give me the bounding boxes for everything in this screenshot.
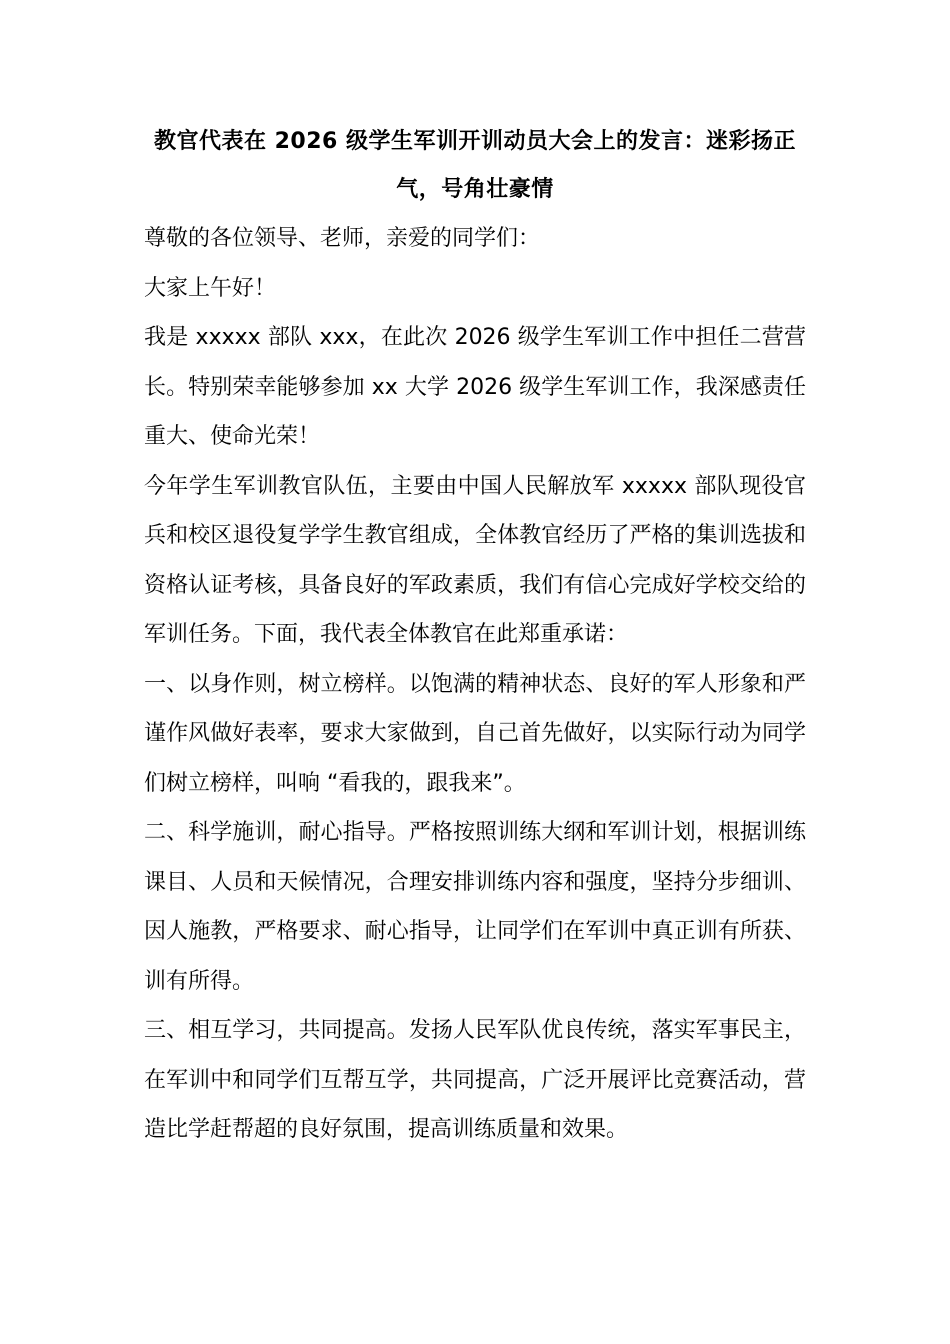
paragraph-pledge-three: 三、相互学习，共同提高。发扬人民军队优良传统，落实军事民主，在军训中和同学们互帮互学，共同提高，广泛开展评比竞赛活动，营造比学赶帮超的良好氛围，提高训练质量和效果。 [144, 1018, 806, 1142]
paragraph-salutation: 尊敬的各位领导、老师，亲爱的同学们： [144, 226, 541, 251]
paragraph-instructor-team: 今年学生军训教官队伍，主要由中国人民解放军 xxxxx 部队现役官兵和校区退役复学学生教官组成，全体教官经历了严格的集训选拔和资格认证考核，具备良好的军政素质，我们有信心完成好学校交给的军训任务。下面，我代表全体教官在此郑重承诺： [144, 473, 806, 647]
paragraph-pledge-two: 二、科学施训，耐心指导。严格按照训练大纲和军训计划，根据训练课目、人员和天候情况，合理安排训练内容和强度，坚持分步细训、因人施教，严格要求、耐心指导，让同学们在军训中真正训有所获、训有所得。 [144, 820, 806, 994]
document-title: 教官代表在 2026 级学生军训开训动员大会上的发言：迷彩扬正气，号角壮豪情 [153, 129, 797, 202]
paragraph-greeting: 大家上午好！ [144, 275, 277, 301]
paragraph-introduction: 我是 xxxxx 部队 xxx，在此次 2026 级学生军训工作中担任二营营长。特别荣幸能够参加 xx 大学 2026 级学生军训工作，我深感责任重大、使命光荣！ [144, 325, 806, 449]
paragraph-pledge-one: 一、以身作则，树立榜样。以饱满的精神状态、良好的军人形象和严谨作风做好表率，要求大家做到，自己首先做好，以实际行动为同学们树立榜样，叫响 “看我的，跟我来”。 [144, 671, 806, 796]
document-page [144, 118, 806, 1155]
